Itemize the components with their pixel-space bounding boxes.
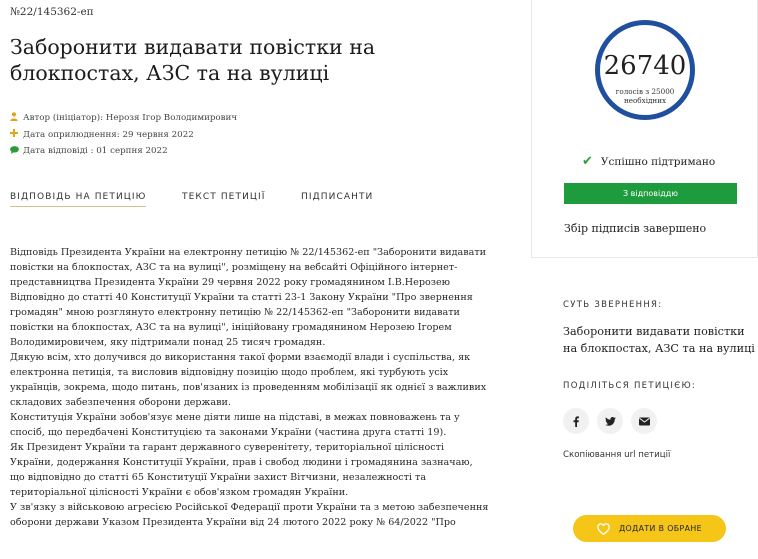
meta-answered-text: Дата відповіді : 01 серпня 2022 bbox=[23, 146, 168, 157]
answer-paragraph: Відповідно до статті 40 Конституції України та статті 23-1 Закону України "Про звернення громадян" мною розглянуто електронну петицію № 22/145362-еп "Заборонити видавати повістки на блокпостах, АЗС та на вулиці", ініційовану громадянином Нерозею Ігорем Володимировичем, яку підтримали понад 25 тисяч громадян. bbox=[10, 292, 473, 348]
answer-paragraph: Дякую всім, хто долучився до використання такої форми взаємодії влади і суспільства, як електронна петиція, та висловив відповідну позицію щодо проблем, які турбують усіх українців, зокрема, щодо питань, пов'язаних із проведенням мобілізації як однієї з важливих складових забезпечення оборони держави. bbox=[10, 352, 487, 408]
votes-caption: голосів з 25000 необхідних bbox=[615, 87, 675, 105]
answered-badge: З відповіддю bbox=[564, 183, 737, 204]
answer-paragraph: У зв'язку з військовою агресією Російської Федерації проти України та з метою забезпечення оборони держави Указом Президента України від 24 лютого 2022 року № 64/2022 "Про bbox=[10, 502, 489, 528]
answer-text bbox=[10, 245, 490, 530]
plus-icon bbox=[10, 129, 20, 140]
votes-count: 26740 bbox=[603, 51, 687, 81]
essence-text: Заборонити видавати повістки на блокпостах, АЗС та на вулиці bbox=[563, 325, 755, 355]
share-label: ПОДІЛІТЬСЯ ПЕТИЦІЄЮ: bbox=[563, 381, 697, 391]
favorite-label: ДОДАТИ В ОБРАНЕ bbox=[619, 524, 702, 533]
share-email-button[interactable] bbox=[631, 408, 657, 434]
heart-icon bbox=[597, 523, 610, 535]
collection-status: Збір підписів завершено bbox=[564, 222, 707, 235]
answer-paragraph: Як Президент України та гарант державного суверенітету, територіальної цілісності України, додержання Конституції України, прав і свобод людини і громадянина зазначаю, що відповідно до статті 65 Конституції України захист Вітчизни, незалежності та територіальної цілісності України є обов'язком громадян України. bbox=[10, 442, 473, 498]
facebook-icon bbox=[573, 416, 579, 427]
twitter-icon bbox=[605, 417, 616, 426]
tab-answer[interactable]: ВІДПОВІДЬ НА ПЕТИЦІЮ bbox=[10, 192, 146, 207]
share-twitter-button[interactable] bbox=[597, 408, 623, 434]
meta-published-text: Дата оприлюднення: 29 червня 2022 bbox=[23, 129, 194, 140]
user-icon bbox=[10, 112, 20, 124]
envelope-icon bbox=[639, 417, 650, 426]
meta-author-text: Автор (ініціатор): Нерозя Ігор Володимирович bbox=[23, 113, 238, 124]
answer-paragraph: Конституція України зобов'язує мене діяти лише на підставі, в межах повноважень та у спосіб, що передбачені Конституцією та законами України (частина друга статті 19). bbox=[10, 412, 460, 438]
share-facebook-button[interactable] bbox=[563, 408, 589, 434]
votes-counter-ring bbox=[595, 20, 695, 120]
check-icon: ✔ bbox=[582, 154, 593, 169]
comment-icon bbox=[10, 146, 20, 157]
share-buttons bbox=[563, 408, 657, 434]
add-to-favorites-button[interactable] bbox=[573, 515, 726, 542]
page-title: Заборонити видавати повістки на блокпостах, АЗС та на вулиці bbox=[10, 35, 376, 85]
essence-label: СУТЬ ЗВЕРНЕННЯ: bbox=[563, 300, 663, 310]
copy-url-link[interactable]: Скопіювання url петиції bbox=[563, 450, 671, 460]
petition-status-box bbox=[531, 0, 758, 258]
tab-petition-text[interactable]: ТЕКСТ ПЕТИЦІЇ bbox=[182, 192, 266, 202]
tab-signers[interactable]: ПІДПИСАНТИ bbox=[301, 192, 374, 202]
petition-number: №22/145362-еп bbox=[10, 6, 94, 18]
status-text: Успішно підтримано bbox=[600, 155, 716, 168]
answer-paragraph: Відповідь Президента України на електронну петицію № 22/145362-еп "Заборонити видавати повістки на блокпостах, АЗС та на вулиці", розміщену на вебсайті Офіційного інтернет-представництва Президента України 29 червня 2022 року громадянином І.В.Нерозею bbox=[10, 247, 487, 288]
status-row bbox=[582, 154, 715, 169]
petition-meta bbox=[10, 110, 237, 160]
meta-answered bbox=[10, 143, 237, 160]
meta-author bbox=[10, 110, 237, 127]
meta-published bbox=[10, 127, 237, 144]
